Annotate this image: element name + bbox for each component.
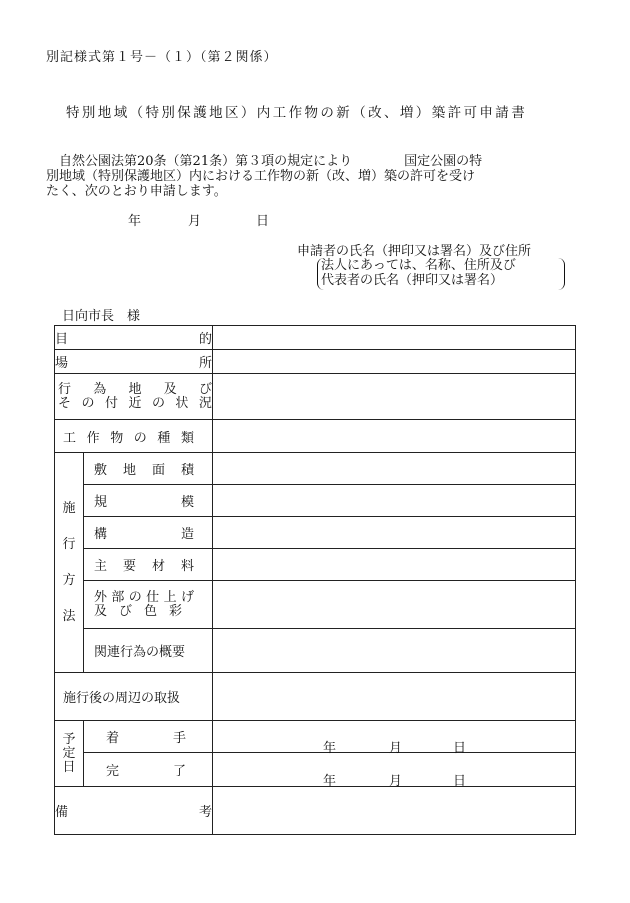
start-year-label: 年	[323, 740, 337, 756]
date-day-label: 日	[256, 214, 270, 229]
label-site-condition: 行 為 地 及 び そ の 付 近 の 状 況	[55, 374, 213, 420]
field-finish-date[interactable]	[213, 753, 576, 787]
label-scale: 規 模	[84, 485, 213, 517]
field-purpose[interactable]	[213, 326, 576, 350]
field-related-activity[interactable]	[213, 629, 576, 673]
scheduled-char-3: 日	[62, 759, 76, 775]
statement-line-3: たく、次のとおり申請します。	[46, 184, 227, 199]
label-start: 着 手	[84, 721, 213, 753]
label-location: 場 所	[55, 350, 213, 374]
label-scheduled-group	[55, 721, 84, 787]
label-construction: 構 造	[84, 517, 213, 549]
label-structure-type: 工 作 物 の 種 類	[55, 420, 213, 453]
row-scale	[55, 485, 576, 517]
field-remarks[interactable]	[213, 787, 576, 835]
field-site-area[interactable]	[213, 453, 576, 485]
start-month-label: 月	[389, 740, 403, 756]
row-structure-type	[55, 420, 576, 453]
field-location[interactable]	[213, 350, 576, 374]
field-site-condition[interactable]	[213, 374, 576, 420]
date-month-label: 月	[188, 214, 202, 229]
scheduled-char-1: 予	[62, 731, 76, 747]
row-finish-color	[55, 581, 576, 629]
label-materials: 主 要 材 料	[84, 549, 213, 581]
row-remarks	[55, 787, 576, 835]
form-number: 別記様式第１号－（１）（第２関係）	[46, 50, 278, 65]
method-char-1: 施	[62, 500, 76, 516]
label-finish: 完 了	[84, 753, 213, 787]
applicant-label: 申請者の氏名（押印又は署名）及び住所	[297, 244, 532, 259]
application-form-table	[54, 325, 576, 835]
label-site-area: 敷 地 面 積	[84, 453, 213, 485]
method-char-2: 行	[62, 536, 76, 552]
document-title: 特別地域（特別保護地区）内工作物の新（改、増）築許可申請書	[66, 105, 528, 121]
corporate-note	[317, 258, 565, 290]
label-surroundings: 施行後の周辺の取扱	[55, 673, 213, 721]
statement-line-1: 自然公園法第20条（第21条）第３項の規定により 国定公園の特	[46, 154, 483, 169]
date-year-label: 年	[128, 214, 142, 229]
field-finish-color[interactable]	[213, 581, 576, 629]
field-scale[interactable]	[213, 485, 576, 517]
row-purpose	[55, 326, 576, 350]
row-related-activity	[55, 629, 576, 673]
addressee: 日向市長 様	[62, 309, 141, 324]
statement-line-2: 別地域（特別保護地区）内における工作物の新（改、増）築の許可を受け	[46, 169, 476, 184]
field-materials[interactable]	[213, 549, 576, 581]
method-char-3: 方	[62, 572, 76, 588]
row-materials	[55, 549, 576, 581]
field-start-date[interactable]	[213, 721, 576, 756]
row-site-area	[55, 453, 576, 485]
field-construction[interactable]	[213, 517, 576, 549]
row-construction	[55, 517, 576, 549]
field-surroundings[interactable]	[213, 673, 576, 721]
finish-month-label: 月	[389, 773, 403, 789]
label-method-group	[55, 453, 84, 673]
row-site-condition	[55, 374, 576, 420]
finish-year-label: 年	[323, 773, 337, 789]
label-remarks: 備 考	[55, 787, 213, 835]
method-char-4: 法	[62, 608, 76, 624]
label-related-activity: 関連行為の概要	[84, 629, 213, 673]
finish-day-label: 日	[453, 773, 467, 789]
row-finish	[55, 753, 576, 787]
corporate-note-line-1: 法人にあっては、名称、住所及び	[321, 258, 516, 273]
scheduled-char-2: 定	[62, 745, 76, 761]
application-statement	[46, 154, 586, 199]
corporate-note-line-2: 代表者の氏名（押印又は署名）	[321, 273, 504, 288]
start-day-label: 日	[453, 740, 467, 756]
row-surroundings	[55, 673, 576, 721]
label-purpose	[55, 326, 213, 350]
label-finish-color: 外 部 の 仕 上 げ 及 び 色 彩	[84, 581, 213, 629]
row-start	[55, 721, 576, 753]
label-purpose-text: 目 的	[55, 332, 212, 347]
field-structure-type[interactable]	[213, 420, 576, 453]
row-location	[55, 350, 576, 374]
